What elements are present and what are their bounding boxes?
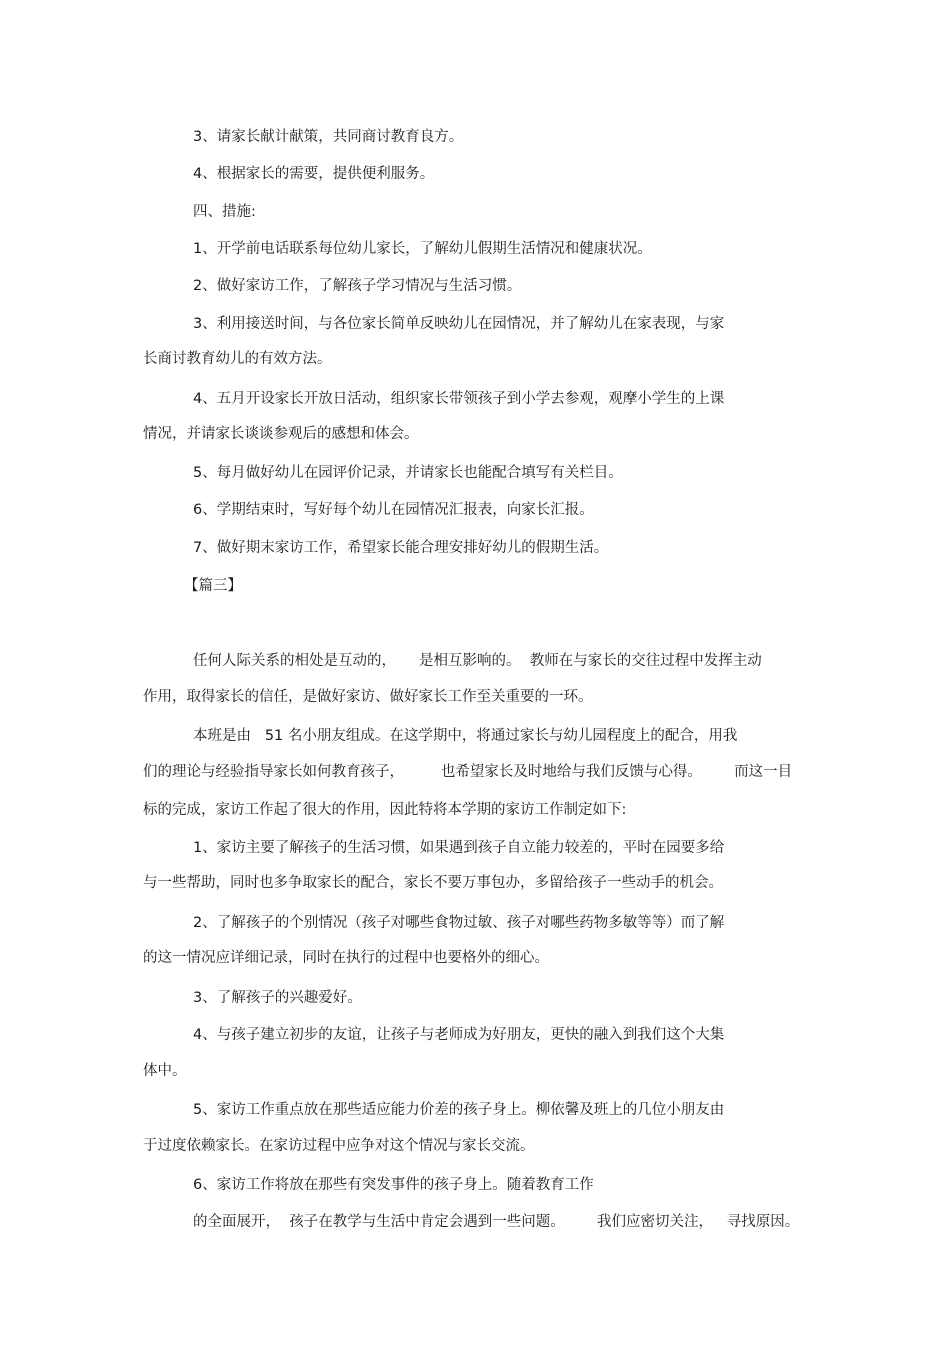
text-line: 4、根据家长的需要，提供便利服务。 [193,166,435,182]
text-line: 体中。 [143,1063,187,1079]
text-line: 长商讨教育幼儿的有效方法。 [143,351,332,367]
text-line: 1、开学前电话联系每位幼儿家长，了解幼儿假期生活情况和健康状况。 [193,241,652,257]
text-line: 7、做好期末家访工作，希望家长能合理安排好幼儿的假期生活。 [193,540,609,556]
text-line: 6、学期结束时，写好每个幼儿在园情况汇报表，向家长汇报。 [193,502,594,518]
text-line: 任何人际关系的相处是互动的， 是相互影响的。 教师在与家长的交往过程中发挥主动 [193,653,762,669]
text-line: 2、了解孩子的个别情况（孩子对哪些食物过敏、孩子对哪些药物多敏等等）而了解 [193,915,725,931]
text-line: 的全面展开， 孩子在教学与生活中肯定会遇到一些问题。 我们应密切关注， 寻找原因。 [193,1214,800,1230]
text-line: 4、五月开设家长开放日活动，组织家长带领孩子到小学去参观，观摩小学生的上课 [193,391,725,407]
text-line: 3、了解孩子的兴趣爱好。 [193,990,362,1006]
text-line: 2、做好家访工作，了解孩子学习情况与生活习惯。 [193,278,522,294]
text-line: 1、家访主要了解孩子的生活习惯，如果遇到孩子自立能力较差的，平时在园要多给 [193,840,725,856]
text-line: 于过度依赖家长。在家访过程中应争对这个情况与家长交流。 [143,1138,535,1154]
section-heading: 【篇三】 [184,578,242,594]
text-line: 4、与孩子建立初步的友谊，让孩子与老师成为好朋友，更快的融入到我们这个大集 [193,1027,725,1043]
text-line: 本班是由 51 名小朋友组成。在这学期中，将通过家长与幼儿园程度上的配合，用我 [193,728,738,744]
text-line: 5、每月做好幼儿在园评价记录，并请家长也能配合填写有关栏目。 [193,465,623,481]
text-line: 标的完成，家访工作起了很大的作用，因此特将本学期的家访工作制定如下: [143,802,627,818]
text-line: 6、家访工作将放在那些有突发事件的孩子身上。随着教育工作 [193,1177,594,1193]
text-line: 3、利用接送时间，与各位家长简单反映幼儿在园情况，并了解幼儿在家表现，与家 [193,316,725,332]
text-line: 5、家访工作重点放在那些适应能力价差的孩子身上。柳依馨及班上的几位小朋友由 [193,1102,725,1118]
text-line: 们的理论与经验指导家长如何教育孩子， 也希望家长及时地给与我们反馈与心得。 而这一目 [143,764,793,780]
text-line: 作用，取得家长的信任，是做好家访、做好家长工作至关重要的一环。 [143,689,593,705]
text-line: 情况，并请家长谈谈参观后的感想和体会。 [143,426,419,442]
text-line: 与一些帮助，同时也多争取家长的配合，家长不要万事包办，多留给孩子一些动手的机会。 [143,875,723,891]
section-heading: 四、措施: [193,204,256,220]
text-line: 的这一情况应详细记录，同时在执行的过程中也要格外的细心。 [143,950,549,966]
text-line: 3、请家长献计献策，共同商讨教育良方。 [193,129,464,145]
